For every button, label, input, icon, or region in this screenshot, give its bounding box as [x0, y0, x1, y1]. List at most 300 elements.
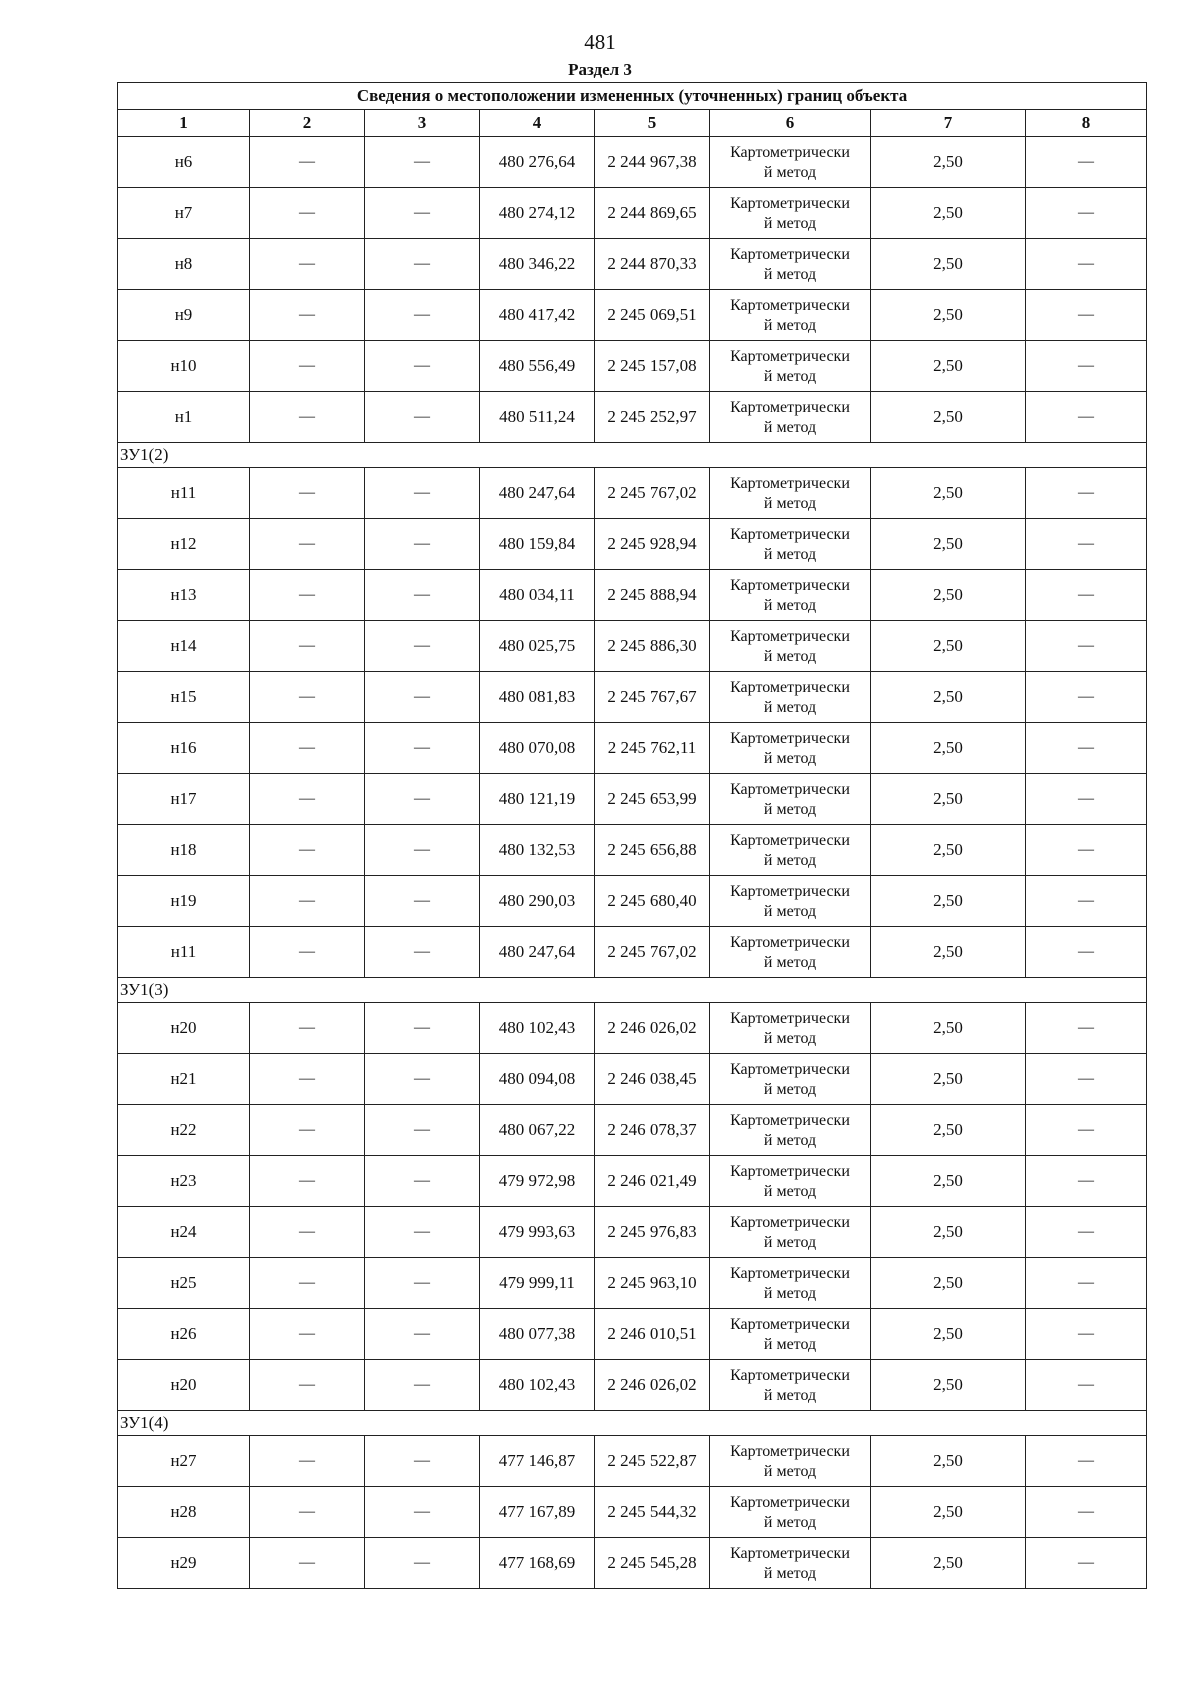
point-id-cell: н21	[118, 1054, 250, 1105]
x-coordinate-cell: 480 159,84	[480, 519, 595, 570]
method-text-line1: Картометрически	[730, 729, 850, 747]
empty-cell: —	[250, 570, 365, 621]
page-number: 481	[584, 30, 616, 54]
method-text-line1: Картометрически	[730, 1315, 850, 1333]
empty-cell: —	[1026, 290, 1147, 341]
group-label: ЗУ1(2)	[118, 443, 1147, 468]
empty-cell: —	[1026, 519, 1147, 570]
method-cell	[710, 1538, 871, 1589]
point-id-cell: н15	[118, 672, 250, 723]
empty-cell: —	[250, 1207, 365, 1258]
empty-cell: —	[1026, 137, 1147, 188]
empty-cell: —	[1026, 1258, 1147, 1309]
empty-cell: —	[250, 774, 365, 825]
y-coordinate-cell: 2 246 038,45	[595, 1054, 710, 1105]
table-row	[118, 774, 1147, 825]
empty-cell: —	[365, 1054, 480, 1105]
accuracy-cell: 2,50	[871, 341, 1026, 392]
x-coordinate-cell: 480 070,08	[480, 723, 595, 774]
table-row	[118, 825, 1147, 876]
method-text-line1: Картометрически	[730, 780, 850, 798]
method-text-line2: й метод	[763, 902, 817, 920]
method-text-line2: й метод	[763, 163, 817, 181]
empty-cell: —	[250, 392, 365, 443]
table-row	[118, 341, 1147, 392]
empty-cell: —	[250, 1258, 365, 1309]
y-coordinate-cell: 2 244 870,33	[595, 239, 710, 290]
point-id-cell: н20	[118, 1360, 250, 1411]
method-cell	[710, 825, 871, 876]
method-cell	[710, 876, 871, 927]
y-coordinate-cell: 2 245 522,87	[595, 1436, 710, 1487]
x-coordinate-cell: 480 081,83	[480, 672, 595, 723]
empty-cell: —	[365, 774, 480, 825]
method-text-line2: й метод	[763, 1462, 817, 1480]
point-id-cell: н19	[118, 876, 250, 927]
x-coordinate-cell: 480 034,11	[480, 570, 595, 621]
table-row	[118, 927, 1147, 978]
y-coordinate-cell: 2 246 078,37	[595, 1105, 710, 1156]
group-label: ЗУ1(4)	[118, 1411, 1147, 1436]
table-row	[118, 1309, 1147, 1360]
table-row	[118, 1258, 1147, 1309]
method-text-line2: й метод	[763, 851, 817, 869]
y-coordinate-cell: 2 246 026,02	[595, 1360, 710, 1411]
method-text-line2: й метод	[763, 545, 817, 563]
accuracy-cell: 2,50	[871, 672, 1026, 723]
empty-cell: —	[1026, 1003, 1147, 1054]
empty-cell: —	[365, 621, 480, 672]
method-text-line1: Картометрически	[730, 1544, 850, 1562]
y-coordinate-cell: 2 245 928,94	[595, 519, 710, 570]
empty-cell: —	[1026, 341, 1147, 392]
empty-cell: —	[365, 1105, 480, 1156]
table-row	[118, 1054, 1147, 1105]
method-text-line1: Картометрически	[730, 1213, 850, 1231]
y-coordinate-cell: 2 245 767,67	[595, 672, 710, 723]
column-header-1: 1	[118, 110, 250, 137]
x-coordinate-cell: 479 972,98	[480, 1156, 595, 1207]
point-id-cell: н25	[118, 1258, 250, 1309]
point-id-cell: н28	[118, 1487, 250, 1538]
method-text-line1: Картометрически	[730, 194, 850, 212]
empty-cell: —	[365, 1487, 480, 1538]
accuracy-cell: 2,50	[871, 290, 1026, 341]
method-text-line1: Картометрически	[730, 1493, 850, 1511]
method-cell	[710, 1360, 871, 1411]
y-coordinate-cell: 2 245 544,32	[595, 1487, 710, 1538]
empty-cell: —	[365, 341, 480, 392]
method-text-line2: й метод	[763, 265, 817, 283]
point-id-cell: н12	[118, 519, 250, 570]
method-cell	[710, 570, 871, 621]
method-text-line2: й метод	[763, 316, 817, 334]
point-id-cell: н6	[118, 137, 250, 188]
y-coordinate-cell: 2 245 976,83	[595, 1207, 710, 1258]
y-coordinate-cell: 2 245 767,02	[595, 927, 710, 978]
method-text-line1: Картометрически	[730, 627, 850, 645]
empty-cell: —	[365, 723, 480, 774]
empty-cell: —	[250, 621, 365, 672]
method-text-line1: Картометрически	[730, 1009, 850, 1027]
method-text-line2: й метод	[763, 1029, 817, 1047]
x-coordinate-cell: 480 276,64	[480, 137, 595, 188]
group-row	[118, 1411, 1147, 1436]
method-text-line1: Картометрически	[730, 474, 850, 492]
method-cell	[710, 137, 871, 188]
table-row	[118, 672, 1147, 723]
empty-cell: —	[250, 188, 365, 239]
empty-cell: —	[250, 927, 365, 978]
y-coordinate-cell: 2 245 545,28	[595, 1538, 710, 1589]
method-cell	[710, 341, 871, 392]
method-cell	[710, 1309, 871, 1360]
y-coordinate-cell: 2 246 021,49	[595, 1156, 710, 1207]
x-coordinate-cell: 480 132,53	[480, 825, 595, 876]
x-coordinate-cell: 480 511,24	[480, 392, 595, 443]
table-row	[118, 1156, 1147, 1207]
method-text-line2: й метод	[763, 494, 817, 512]
empty-cell: —	[250, 1054, 365, 1105]
point-id-cell: н10	[118, 341, 250, 392]
x-coordinate-cell: 480 417,42	[480, 290, 595, 341]
y-coordinate-cell: 2 245 653,99	[595, 774, 710, 825]
method-text-line2: й метод	[763, 749, 817, 767]
method-cell	[710, 723, 871, 774]
empty-cell: —	[250, 723, 365, 774]
method-text-line1: Картометрически	[730, 143, 850, 161]
point-id-cell: н11	[118, 927, 250, 978]
column-header-2: 2	[250, 110, 365, 137]
empty-cell: —	[365, 1258, 480, 1309]
x-coordinate-cell: 480 556,49	[480, 341, 595, 392]
empty-cell: —	[1026, 1156, 1147, 1207]
empty-cell: —	[1026, 188, 1147, 239]
empty-cell: —	[250, 672, 365, 723]
method-cell	[710, 1054, 871, 1105]
method-cell	[710, 290, 871, 341]
method-text-line1: Картометрически	[730, 678, 850, 696]
empty-cell: —	[365, 1003, 480, 1054]
point-id-cell: н16	[118, 723, 250, 774]
empty-cell: —	[250, 1003, 365, 1054]
table-row	[118, 290, 1147, 341]
column-header-5: 5	[595, 110, 710, 137]
y-coordinate-cell: 2 245 656,88	[595, 825, 710, 876]
accuracy-cell: 2,50	[871, 1258, 1026, 1309]
table-row	[118, 239, 1147, 290]
empty-cell: —	[250, 1538, 365, 1589]
method-text-line2: й метод	[763, 1233, 817, 1251]
method-text-line1: Картометрически	[730, 1366, 850, 1384]
table-row	[118, 392, 1147, 443]
accuracy-cell: 2,50	[871, 519, 1026, 570]
empty-cell: —	[365, 392, 480, 443]
accuracy-cell: 2,50	[871, 1436, 1026, 1487]
x-coordinate-cell: 480 094,08	[480, 1054, 595, 1105]
y-coordinate-cell: 2 245 963,10	[595, 1258, 710, 1309]
group-label: ЗУ1(3)	[118, 978, 1147, 1003]
point-id-cell: н1	[118, 392, 250, 443]
point-id-cell: н8	[118, 239, 250, 290]
method-text-line2: й метод	[763, 1513, 817, 1531]
empty-cell: —	[1026, 1105, 1147, 1156]
empty-cell: —	[365, 1207, 480, 1258]
empty-cell: —	[1026, 1436, 1147, 1487]
method-text-line1: Картометрически	[730, 1060, 850, 1078]
y-coordinate-cell: 2 246 010,51	[595, 1309, 710, 1360]
method-text-line1: Картометрически	[730, 398, 850, 416]
accuracy-cell: 2,50	[871, 1207, 1026, 1258]
empty-cell: —	[250, 1105, 365, 1156]
empty-cell: —	[365, 239, 480, 290]
empty-cell: —	[365, 1156, 480, 1207]
method-text-line2: й метод	[763, 214, 817, 232]
empty-cell: —	[250, 876, 365, 927]
method-text-line2: й метод	[763, 1386, 817, 1404]
method-cell	[710, 1003, 871, 1054]
x-coordinate-cell: 480 290,03	[480, 876, 595, 927]
empty-cell: —	[1026, 672, 1147, 723]
point-id-cell: н22	[118, 1105, 250, 1156]
table-row	[118, 188, 1147, 239]
y-coordinate-cell: 2 245 762,11	[595, 723, 710, 774]
method-text-line1: Картометрически	[730, 1162, 850, 1180]
x-coordinate-cell: 479 993,63	[480, 1207, 595, 1258]
section-title: Раздел 3	[568, 60, 632, 79]
empty-cell: —	[1026, 392, 1147, 443]
method-cell	[710, 1156, 871, 1207]
method-cell	[710, 774, 871, 825]
boundary-coordinates-table	[117, 82, 1147, 1589]
table-row	[118, 1538, 1147, 1589]
empty-cell: —	[250, 519, 365, 570]
accuracy-cell: 2,50	[871, 137, 1026, 188]
x-coordinate-cell: 480 067,22	[480, 1105, 595, 1156]
group-row	[118, 978, 1147, 1003]
point-id-cell: н23	[118, 1156, 250, 1207]
method-text-line2: й метод	[763, 418, 817, 436]
point-id-cell: н27	[118, 1436, 250, 1487]
y-coordinate-cell: 2 245 767,02	[595, 468, 710, 519]
x-coordinate-cell: 480 077,38	[480, 1309, 595, 1360]
method-text-line1: Картометрически	[730, 933, 850, 951]
accuracy-cell: 2,50	[871, 1487, 1026, 1538]
accuracy-cell: 2,50	[871, 1054, 1026, 1105]
accuracy-cell: 2,50	[871, 927, 1026, 978]
y-coordinate-cell: 2 245 886,30	[595, 621, 710, 672]
accuracy-cell: 2,50	[871, 239, 1026, 290]
empty-cell: —	[365, 825, 480, 876]
x-coordinate-cell: 477 168,69	[480, 1538, 595, 1589]
point-id-cell: н9	[118, 290, 250, 341]
method-text-line1: Картометрически	[730, 576, 850, 594]
column-header-row	[118, 110, 1147, 137]
x-coordinate-cell: 480 247,64	[480, 927, 595, 978]
table-row	[118, 621, 1147, 672]
x-coordinate-cell: 480 025,75	[480, 621, 595, 672]
y-coordinate-cell: 2 245 680,40	[595, 876, 710, 927]
accuracy-cell: 2,50	[871, 1003, 1026, 1054]
empty-cell: —	[365, 927, 480, 978]
method-cell	[710, 468, 871, 519]
x-coordinate-cell: 480 274,12	[480, 188, 595, 239]
point-id-cell: н24	[118, 1207, 250, 1258]
accuracy-cell: 2,50	[871, 825, 1026, 876]
table-row	[118, 1207, 1147, 1258]
y-coordinate-cell: 2 245 252,97	[595, 392, 710, 443]
empty-cell: —	[1026, 1207, 1147, 1258]
table-row	[118, 1436, 1147, 1487]
empty-cell: —	[1026, 723, 1147, 774]
method-text-line1: Картометрически	[730, 1264, 850, 1282]
point-id-cell: н18	[118, 825, 250, 876]
table-row	[118, 570, 1147, 621]
column-header-4: 4	[480, 110, 595, 137]
empty-cell: —	[1026, 927, 1147, 978]
empty-cell: —	[1026, 1487, 1147, 1538]
column-header-6: 6	[710, 110, 871, 137]
empty-cell: —	[250, 1156, 365, 1207]
table-row	[118, 137, 1147, 188]
method-cell	[710, 621, 871, 672]
empty-cell: —	[250, 290, 365, 341]
method-cell	[710, 1207, 871, 1258]
method-text-line2: й метод	[763, 698, 817, 716]
accuracy-cell: 2,50	[871, 1156, 1026, 1207]
empty-cell: —	[365, 188, 480, 239]
accuracy-cell: 2,50	[871, 1538, 1026, 1589]
method-text-line2: й метод	[763, 647, 817, 665]
method-cell	[710, 1487, 871, 1538]
method-cell	[710, 239, 871, 290]
accuracy-cell: 2,50	[871, 876, 1026, 927]
method-text-line1: Картометрически	[730, 831, 850, 849]
empty-cell: —	[365, 1436, 480, 1487]
table-row	[118, 723, 1147, 774]
x-coordinate-cell: 480 102,43	[480, 1360, 595, 1411]
method-text-line2: й метод	[763, 1284, 817, 1302]
y-coordinate-cell: 2 245 069,51	[595, 290, 710, 341]
empty-cell: —	[1026, 621, 1147, 672]
y-coordinate-cell: 2 245 157,08	[595, 341, 710, 392]
point-id-cell: н26	[118, 1309, 250, 1360]
x-coordinate-cell: 480 346,22	[480, 239, 595, 290]
x-coordinate-cell: 477 167,89	[480, 1487, 595, 1538]
empty-cell: —	[250, 239, 365, 290]
column-header-8: 8	[1026, 110, 1147, 137]
empty-cell: —	[365, 672, 480, 723]
empty-cell: —	[365, 137, 480, 188]
accuracy-cell: 2,50	[871, 774, 1026, 825]
method-text-line1: Картометрически	[730, 525, 850, 543]
accuracy-cell: 2,50	[871, 1105, 1026, 1156]
empty-cell: —	[1026, 876, 1147, 927]
method-text-line1: Картометрически	[730, 1442, 850, 1460]
y-coordinate-cell: 2 244 869,65	[595, 188, 710, 239]
method-cell	[710, 672, 871, 723]
method-text-line1: Картометрически	[730, 245, 850, 263]
table-row	[118, 1003, 1147, 1054]
x-coordinate-cell: 480 247,64	[480, 468, 595, 519]
method-text-line1: Картометрически	[730, 347, 850, 365]
accuracy-cell: 2,50	[871, 392, 1026, 443]
y-coordinate-cell: 2 245 888,94	[595, 570, 710, 621]
table-row	[118, 468, 1147, 519]
table-row	[118, 1105, 1147, 1156]
x-coordinate-cell: 480 121,19	[480, 774, 595, 825]
x-coordinate-cell: 479 999,11	[480, 1258, 595, 1309]
method-text-line2: й метод	[763, 367, 817, 385]
empty-cell: —	[365, 468, 480, 519]
empty-cell: —	[1026, 468, 1147, 519]
accuracy-cell: 2,50	[871, 570, 1026, 621]
method-cell	[710, 1436, 871, 1487]
empty-cell: —	[250, 825, 365, 876]
empty-cell: —	[365, 519, 480, 570]
column-header-7: 7	[871, 110, 1026, 137]
point-id-cell: н20	[118, 1003, 250, 1054]
empty-cell: —	[250, 1360, 365, 1411]
empty-cell: —	[250, 341, 365, 392]
method-text-line1: Картометрически	[730, 296, 850, 314]
method-text-line2: й метод	[763, 1335, 817, 1353]
empty-cell: —	[1026, 1360, 1147, 1411]
table-row	[118, 1360, 1147, 1411]
point-id-cell: н17	[118, 774, 250, 825]
accuracy-cell: 2,50	[871, 1309, 1026, 1360]
group-row	[118, 443, 1147, 468]
table-body	[118, 137, 1147, 1589]
empty-cell: —	[365, 876, 480, 927]
accuracy-cell: 2,50	[871, 621, 1026, 672]
empty-cell: —	[1026, 774, 1147, 825]
empty-cell: —	[250, 1309, 365, 1360]
x-coordinate-cell: 480 102,43	[480, 1003, 595, 1054]
empty-cell: —	[365, 1538, 480, 1589]
method-text-line2: й метод	[763, 1080, 817, 1098]
accuracy-cell: 2,50	[871, 723, 1026, 774]
empty-cell: —	[365, 1309, 480, 1360]
method-text-line2: й метод	[763, 800, 817, 818]
accuracy-cell: 2,50	[871, 188, 1026, 239]
method-cell	[710, 1258, 871, 1309]
accuracy-cell: 2,50	[871, 1360, 1026, 1411]
method-cell	[710, 392, 871, 443]
point-id-cell: н29	[118, 1538, 250, 1589]
empty-cell: —	[1026, 1538, 1147, 1589]
empty-cell: —	[1026, 239, 1147, 290]
table-row	[118, 1487, 1147, 1538]
method-text-line2: й метод	[763, 953, 817, 971]
empty-cell: —	[1026, 825, 1147, 876]
empty-cell: —	[1026, 1309, 1147, 1360]
empty-cell: —	[250, 1436, 365, 1487]
table-row	[118, 876, 1147, 927]
method-text-line2: й метод	[763, 1564, 817, 1582]
point-id-cell: н14	[118, 621, 250, 672]
table-caption: Сведения о местоположении измененных (уточненных) границ объекта	[118, 83, 1147, 110]
empty-cell: —	[1026, 1054, 1147, 1105]
point-id-cell: н7	[118, 188, 250, 239]
method-cell	[710, 188, 871, 239]
y-coordinate-cell: 2 244 967,38	[595, 137, 710, 188]
table-row	[118, 519, 1147, 570]
empty-cell: —	[250, 137, 365, 188]
method-text-line2: й метод	[763, 1182, 817, 1200]
empty-cell: —	[1026, 570, 1147, 621]
empty-cell: —	[365, 570, 480, 621]
